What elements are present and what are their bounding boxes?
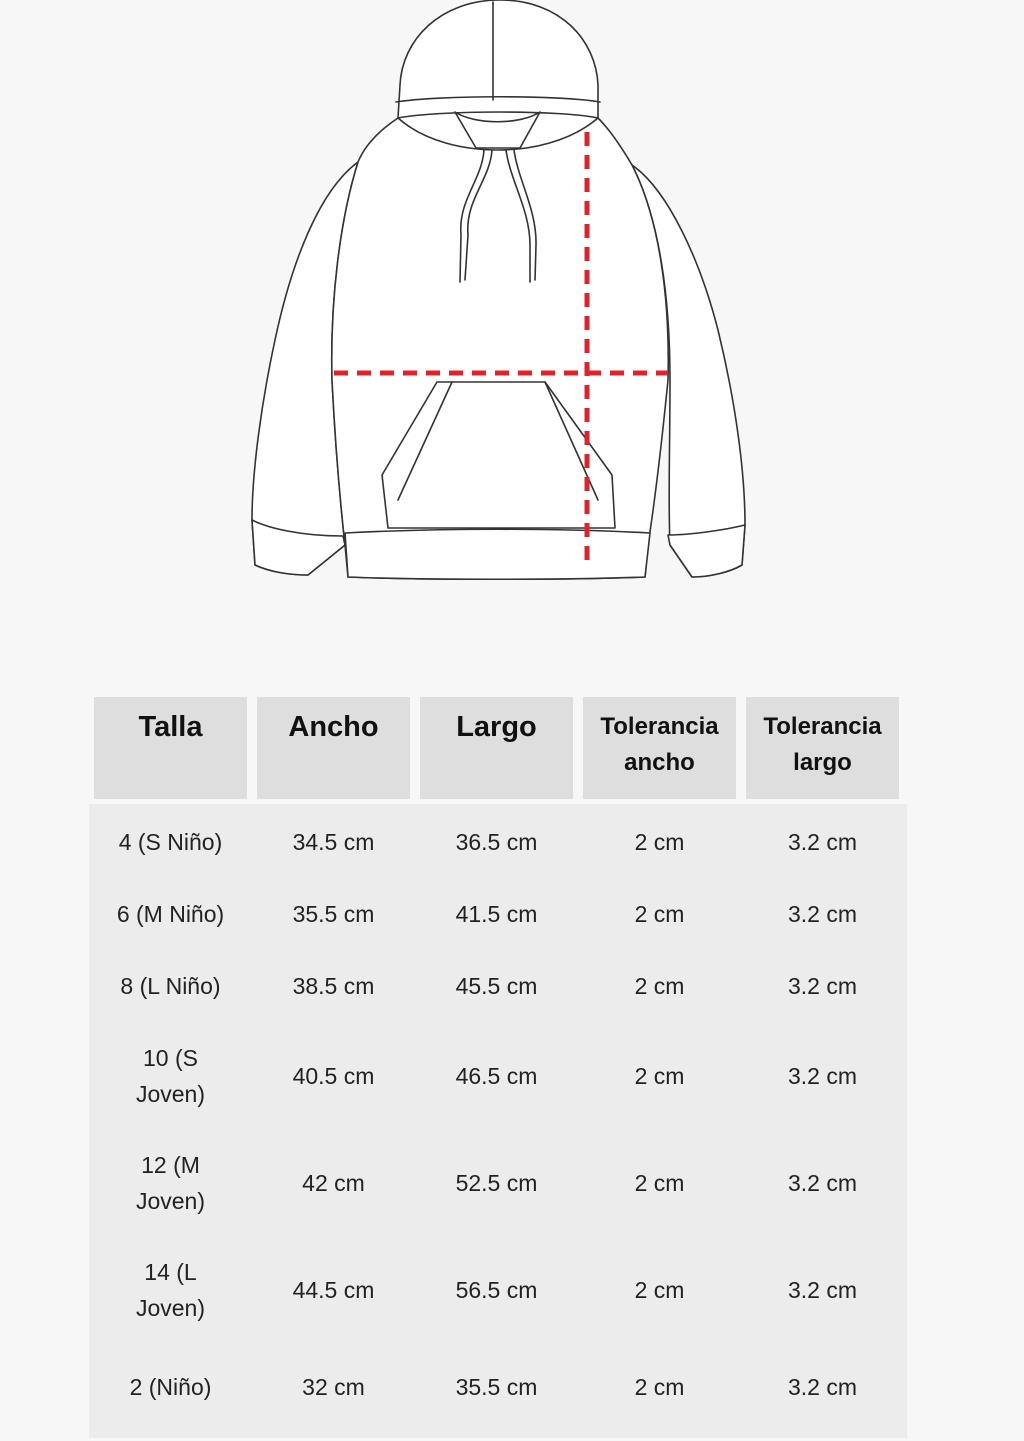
header-tolerancia-largo: Tolerancia largo [746,697,899,799]
cell-talla: 6 (M Niño) [116,901,225,927]
table-row [89,950,907,1022]
header-largo: Largo [420,697,573,799]
cell-tolerancia-ancho: 2 cm [634,829,685,855]
table-row [89,1022,907,1129]
cell-talla: 2 (Niño) [129,1373,212,1400]
waistband [345,529,650,579]
table-row [89,878,907,950]
cell-largo: 46.5 cm [455,1062,538,1089]
table-row [89,1129,907,1236]
cell-tolerancia-largo: 3.2 cm [787,1169,858,1196]
cell-tolerancia-largo: 3.2 cm [787,973,858,999]
cell-ancho: 35.5 cm [292,901,375,927]
cell-tolerancia-largo: 3.2 cm [787,901,858,927]
cell-ancho: 38.5 cm [292,973,375,999]
hoodie-diagram [0,0,1024,600]
cell-talla: 8 (L Niño) [120,973,221,999]
cell-ancho: 32 cm [302,1373,365,1400]
cell-largo: 41.5 cm [455,901,538,927]
table-row [89,1236,907,1343]
cell-tolerancia-ancho: 2 cm [634,973,685,999]
cell-tolerancia-ancho: 2 cm [634,1062,685,1089]
header-talla: Talla [94,697,247,799]
cell-tolerancia-ancho: 2 cm [634,1169,685,1196]
cell-largo: 56.5 cm [455,1276,538,1303]
cell-ancho: 40.5 cm [292,1062,375,1089]
table-header-row [89,697,907,799]
cell-ancho: 44.5 cm [292,1276,375,1303]
cell-talla: 14 (L Joven) [135,1258,206,1321]
cell-largo: 45.5 cm [455,973,538,999]
cell-talla: 12 (M Joven) [135,1151,206,1214]
size-chart-table [89,697,907,1438]
cell-talla: 4 (S Niño) [118,829,223,855]
header-ancho: Ancho [257,697,410,799]
cell-tolerancia-largo: 3.2 cm [787,829,858,855]
cell-tolerancia-ancho: 2 cm [634,901,685,927]
cell-tolerancia-ancho: 2 cm [634,1276,685,1303]
cell-largo: 35.5 cm [455,1373,538,1400]
cell-tolerancia-largo: 3.2 cm [787,1373,858,1400]
cell-largo: 36.5 cm [455,829,538,855]
cell-ancho: 34.5 cm [292,829,375,855]
cell-ancho: 42 cm [302,1169,365,1196]
cell-tolerancia-largo: 3.2 cm [787,1276,858,1303]
cell-talla: 10 (S Joven) [135,1044,206,1107]
header-tolerancia-ancho: Tolerancia ancho [583,697,736,799]
cell-largo: 52.5 cm [455,1169,538,1196]
table-body [89,804,907,1438]
cell-tolerancia-largo: 3.2 cm [787,1062,858,1089]
cell-tolerancia-ancho: 2 cm [634,1373,685,1400]
table-row [89,806,907,878]
table-row [89,1343,907,1430]
